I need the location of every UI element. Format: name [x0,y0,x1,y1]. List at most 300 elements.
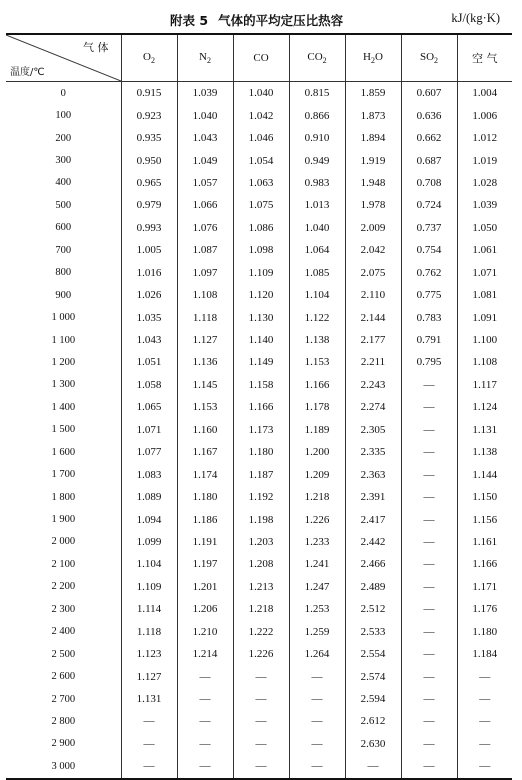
column-header-subscript: 2 [371,56,375,66]
value-cell: — [401,463,457,485]
value-cell: 2.417 [345,508,401,530]
value-cell: 1.005 [121,239,177,261]
specific-heat-table [6,33,512,780]
value-cell: 2.177 [345,329,401,351]
temperature-cell: 2 500 [6,643,121,665]
value-cell: 1.241 [289,553,345,575]
value-cell: 1.040 [289,217,345,239]
value-cell: 1.180 [457,621,512,643]
appendix-label: 附表 5 [170,13,209,28]
value-cell: 1.043 [177,127,233,149]
value-cell: 1.978 [345,194,401,216]
temperature-cell: 1 600 [6,441,121,463]
value-cell: 1.144 [457,463,512,485]
value-cell: 1.122 [289,306,345,328]
value-cell: 1.180 [177,486,233,508]
value-cell: 1.192 [233,486,289,508]
value-cell: 1.184 [457,643,512,665]
temperature-cell: 300 [6,149,121,171]
value-cell: 1.191 [177,531,233,553]
value-cell: 1.160 [177,419,233,441]
value-cell: 1.213 [233,576,289,598]
value-cell: 1.063 [233,172,289,194]
table-row [6,486,512,508]
value-cell: — [289,755,345,778]
value-cell: 1.118 [121,621,177,643]
value-cell: 1.187 [233,463,289,485]
value-cell: 1.173 [233,419,289,441]
value-cell: 0.915 [121,82,177,105]
column-header [345,34,401,82]
value-cell: 1.214 [177,643,233,665]
value-cell: — [401,508,457,530]
column-header-tail: O [375,50,383,63]
column-header [401,34,457,82]
temperature-cell: 700 [6,239,121,261]
value-cell: 0.795 [401,351,457,373]
column-header [233,34,289,82]
value-cell: 0.791 [401,329,457,351]
value-cell: 0.724 [401,194,457,216]
column-header-base: CO [307,50,323,63]
temperature-cell: 1 700 [6,463,121,485]
table-row [6,351,512,373]
value-cell: 1.127 [121,665,177,687]
value-cell: — [289,665,345,687]
table-row [6,463,512,485]
temperature-cell: 2 100 [6,553,121,575]
column-header [121,34,177,82]
value-cell: 1.035 [121,306,177,328]
value-cell: 1.097 [177,262,233,284]
table-row [6,239,512,261]
temperature-cell: 400 [6,172,121,194]
value-cell: 1.189 [289,419,345,441]
table-row [6,598,512,620]
value-cell: 0.708 [401,172,457,194]
value-cell: 0.783 [401,306,457,328]
column-header-subscript: 2 [206,56,211,66]
temperature-cell: 1 100 [6,329,121,351]
column-header-base: 空 气 [472,52,498,65]
value-cell: 2.442 [345,531,401,553]
value-cell: 1.094 [121,508,177,530]
value-cell: — [401,419,457,441]
value-cell: 1.153 [177,396,233,418]
value-cell: 1.859 [345,82,401,105]
value-cell: 1.127 [177,329,233,351]
value-cell: — [177,733,233,755]
column-header-base: O [143,50,151,63]
table-row [6,149,512,171]
table-row [6,262,512,284]
table-row [6,508,512,530]
value-cell: 2.554 [345,643,401,665]
value-cell: 0.923 [121,104,177,126]
table-row [6,576,512,598]
value-cell: 1.201 [177,576,233,598]
value-cell: 1.167 [177,441,233,463]
value-cell: 0.965 [121,172,177,194]
value-cell: 2.075 [345,262,401,284]
value-cell: 1.180 [233,441,289,463]
value-cell: 0.866 [289,104,345,126]
value-cell: — [401,688,457,710]
table-row [6,710,512,732]
value-cell: 0.636 [401,104,457,126]
table-row [6,688,512,710]
value-cell: 1.109 [233,262,289,284]
value-cell: 1.058 [121,374,177,396]
column-header-base: H [363,50,371,63]
value-cell: 1.131 [457,419,512,441]
table-title [170,11,343,29]
value-cell: 1.114 [121,598,177,620]
value-cell: 1.076 [177,217,233,239]
value-cell: 1.226 [289,508,345,530]
value-cell: — [121,755,177,778]
temperature-cell: 1 500 [6,419,121,441]
value-cell: 1.156 [457,508,512,530]
value-cell: 0.910 [289,127,345,149]
value-cell: 1.071 [121,419,177,441]
value-cell: — [233,733,289,755]
table-row [6,419,512,441]
value-cell: 1.948 [345,172,401,194]
value-cell: — [345,755,401,778]
value-cell: 2.512 [345,598,401,620]
value-cell: 2.489 [345,576,401,598]
temperature-cell: 100 [6,104,121,126]
temperature-cell: 2 200 [6,576,121,598]
column-header [457,34,512,82]
temperature-axis-label: 温度/℃ [10,67,45,78]
value-cell: 2.042 [345,239,401,261]
table-row [6,329,512,351]
value-cell: 1.138 [289,329,345,351]
value-cell: 2.243 [345,374,401,396]
table-row [6,665,512,687]
value-cell: 0.949 [289,149,345,171]
value-cell: 1.046 [233,127,289,149]
value-cell: 1.006 [457,104,512,126]
value-cell: 1.054 [233,149,289,171]
value-cell: 1.091 [457,306,512,328]
value-cell: 1.064 [289,239,345,261]
value-cell: 0.775 [401,284,457,306]
table-row [6,104,512,126]
value-cell: — [401,396,457,418]
value-cell: 1.057 [177,172,233,194]
value-cell: — [233,710,289,732]
value-cell: 1.264 [289,643,345,665]
value-cell: 1.124 [457,396,512,418]
table-row [6,82,512,105]
value-cell: 1.259 [289,621,345,643]
value-cell: — [289,733,345,755]
value-cell: 1.218 [233,598,289,620]
value-cell: 1.166 [233,396,289,418]
value-cell: 1.040 [177,104,233,126]
table-row [6,755,512,778]
value-cell: 1.071 [457,262,512,284]
value-cell: — [457,733,512,755]
value-cell: — [177,710,233,732]
value-cell: 1.222 [233,621,289,643]
value-cell: 2.533 [345,621,401,643]
value-cell: — [401,598,457,620]
value-cell: 2.630 [345,733,401,755]
temperature-cell: 1 400 [6,396,121,418]
value-cell: — [121,710,177,732]
value-cell: — [177,755,233,778]
table-header [6,34,512,82]
temperature-cell: 2 300 [6,598,121,620]
value-cell: — [401,621,457,643]
value-cell: 1.117 [457,374,512,396]
column-header [177,34,233,82]
value-cell: 0.737 [401,217,457,239]
value-cell: 0.983 [289,172,345,194]
table-row [6,374,512,396]
value-cell: 1.040 [233,82,289,105]
value-cell: 0.687 [401,149,457,171]
temperature-cell: 2 700 [6,688,121,710]
value-cell: — [289,688,345,710]
column-header-base: CO [253,52,269,64]
value-cell: 2.009 [345,217,401,239]
value-cell: 1.158 [233,374,289,396]
value-cell: 1.086 [233,217,289,239]
title-text: 气体的平均定压比热容 [218,13,344,28]
value-cell: 1.099 [121,531,177,553]
value-cell: 1.039 [457,194,512,216]
value-cell: 1.085 [289,262,345,284]
value-cell: 1.140 [233,329,289,351]
value-cell: 1.118 [177,306,233,328]
table-row [6,621,512,643]
value-cell: — [177,665,233,687]
value-cell: — [457,688,512,710]
value-cell: 1.087 [177,239,233,261]
column-header-subscript: 2 [434,56,439,66]
value-cell: 1.178 [289,396,345,418]
value-cell: 1.061 [457,239,512,261]
temperature-cell: 1 300 [6,374,121,396]
value-cell: 2.391 [345,486,401,508]
value-cell: 1.083 [121,463,177,485]
value-cell: 1.051 [121,351,177,373]
value-cell: 1.108 [177,284,233,306]
table-row [6,172,512,194]
temperature-cell: 3 000 [6,755,121,778]
value-cell: — [457,710,512,732]
value-cell: 0.607 [401,82,457,105]
value-cell: — [401,755,457,778]
value-cell: 1.066 [177,194,233,216]
value-cell: 1.123 [121,643,177,665]
temperature-cell: 2 400 [6,621,121,643]
value-cell: 1.198 [233,508,289,530]
value-cell: 0.762 [401,262,457,284]
value-cell: 1.206 [177,598,233,620]
value-cell: 1.873 [345,104,401,126]
temperature-cell: 500 [6,194,121,216]
value-cell: 1.104 [289,284,345,306]
corner-header-cell [6,34,121,82]
value-cell: 1.089 [121,486,177,508]
table-row [6,217,512,239]
value-cell: — [289,710,345,732]
value-cell: 1.166 [289,374,345,396]
value-cell: 1.042 [233,104,289,126]
value-cell: 1.919 [345,149,401,171]
value-cell: 1.197 [177,553,233,575]
value-cell: — [401,643,457,665]
value-cell: — [401,710,457,732]
value-cell: 1.065 [121,396,177,418]
value-cell: 1.174 [177,463,233,485]
value-cell: 1.247 [289,576,345,598]
value-cell: 1.186 [177,508,233,530]
value-cell: 1.108 [457,351,512,373]
table-row [6,553,512,575]
temperature-cell: 1 800 [6,486,121,508]
value-cell: 1.109 [121,576,177,598]
value-cell: 1.120 [233,284,289,306]
value-cell: 2.363 [345,463,401,485]
value-cell: 1.039 [177,82,233,105]
value-cell: — [457,755,512,778]
value-cell: 1.208 [233,553,289,575]
value-cell: — [121,733,177,755]
temperature-cell: 900 [6,284,121,306]
table-row [6,733,512,755]
temperature-cell: 0 [6,82,121,105]
value-cell: — [401,374,457,396]
value-cell: 1.100 [457,329,512,351]
value-cell: 1.136 [177,351,233,373]
temperature-cell: 1 200 [6,351,121,373]
value-cell: 1.210 [177,621,233,643]
value-cell: 0.815 [289,82,345,105]
value-cell: 1.004 [457,82,512,105]
table-row [6,306,512,328]
value-cell: 0.979 [121,194,177,216]
value-cell: 1.104 [121,553,177,575]
unit-label: kJ/(kg·K) [451,11,500,25]
value-cell: — [233,665,289,687]
value-cell: — [401,665,457,687]
value-cell: 1.226 [233,643,289,665]
header-row [6,34,512,82]
value-cell: 2.211 [345,351,401,373]
value-cell: 1.012 [457,127,512,149]
column-header-base: N [199,50,207,63]
temperature-cell: 1 000 [6,306,121,328]
value-cell: 0.662 [401,127,457,149]
table-row [6,531,512,553]
value-cell: 2.305 [345,419,401,441]
temperature-cell: 800 [6,262,121,284]
value-cell: 2.110 [345,284,401,306]
temperature-cell: 1 900 [6,508,121,530]
value-cell: 1.019 [457,149,512,171]
value-cell: — [233,755,289,778]
value-cell: 1.176 [457,598,512,620]
value-cell: 1.075 [233,194,289,216]
value-cell: 1.138 [457,441,512,463]
value-cell: 0.993 [121,217,177,239]
value-cell: 1.049 [177,149,233,171]
temperature-cell: 2 600 [6,665,121,687]
value-cell: 1.077 [121,441,177,463]
value-cell: 1.200 [289,441,345,463]
value-cell: 1.130 [233,306,289,328]
column-header-subscript: 2 [322,56,327,66]
value-cell: 1.028 [457,172,512,194]
value-cell: — [233,688,289,710]
value-cell: 1.149 [233,351,289,373]
value-cell: — [401,531,457,553]
value-cell: 0.950 [121,149,177,171]
temperature-cell: 2 800 [6,710,121,732]
value-cell: 1.203 [233,531,289,553]
value-cell: — [401,733,457,755]
table-row [6,284,512,306]
gas-axis-label: 气 体 [83,41,109,54]
value-cell: — [457,665,512,687]
table-row [6,127,512,149]
value-cell: 1.218 [289,486,345,508]
value-cell: 2.274 [345,396,401,418]
value-cell: 2.466 [345,553,401,575]
value-cell: — [401,441,457,463]
value-cell: 2.612 [345,710,401,732]
value-cell: 1.026 [121,284,177,306]
value-cell: 1.150 [457,486,512,508]
value-cell: — [401,486,457,508]
column-header-base: SO [419,50,435,63]
table-body [6,82,512,779]
value-cell: — [401,576,457,598]
table-row [6,441,512,463]
column-header-subscript: 2 [150,56,155,66]
value-cell: 2.144 [345,306,401,328]
column-header [289,34,345,82]
value-cell: 1.153 [289,351,345,373]
value-cell: 2.594 [345,688,401,710]
value-cell: 1.209 [289,463,345,485]
temperature-cell: 200 [6,127,121,149]
value-cell: 1.253 [289,598,345,620]
value-cell: 1.233 [289,531,345,553]
table-row [6,194,512,216]
value-cell: — [401,553,457,575]
value-cell: 1.171 [457,576,512,598]
temperature-cell: 600 [6,217,121,239]
value-cell: 2.335 [345,441,401,463]
temperature-cell: 2 000 [6,531,121,553]
value-cell: 0.754 [401,239,457,261]
value-cell: 1.166 [457,553,512,575]
table-row [6,643,512,665]
value-cell: 2.574 [345,665,401,687]
value-cell: 1.161 [457,531,512,553]
value-cell: 1.131 [121,688,177,710]
value-cell: 0.935 [121,127,177,149]
value-cell: 1.081 [457,284,512,306]
